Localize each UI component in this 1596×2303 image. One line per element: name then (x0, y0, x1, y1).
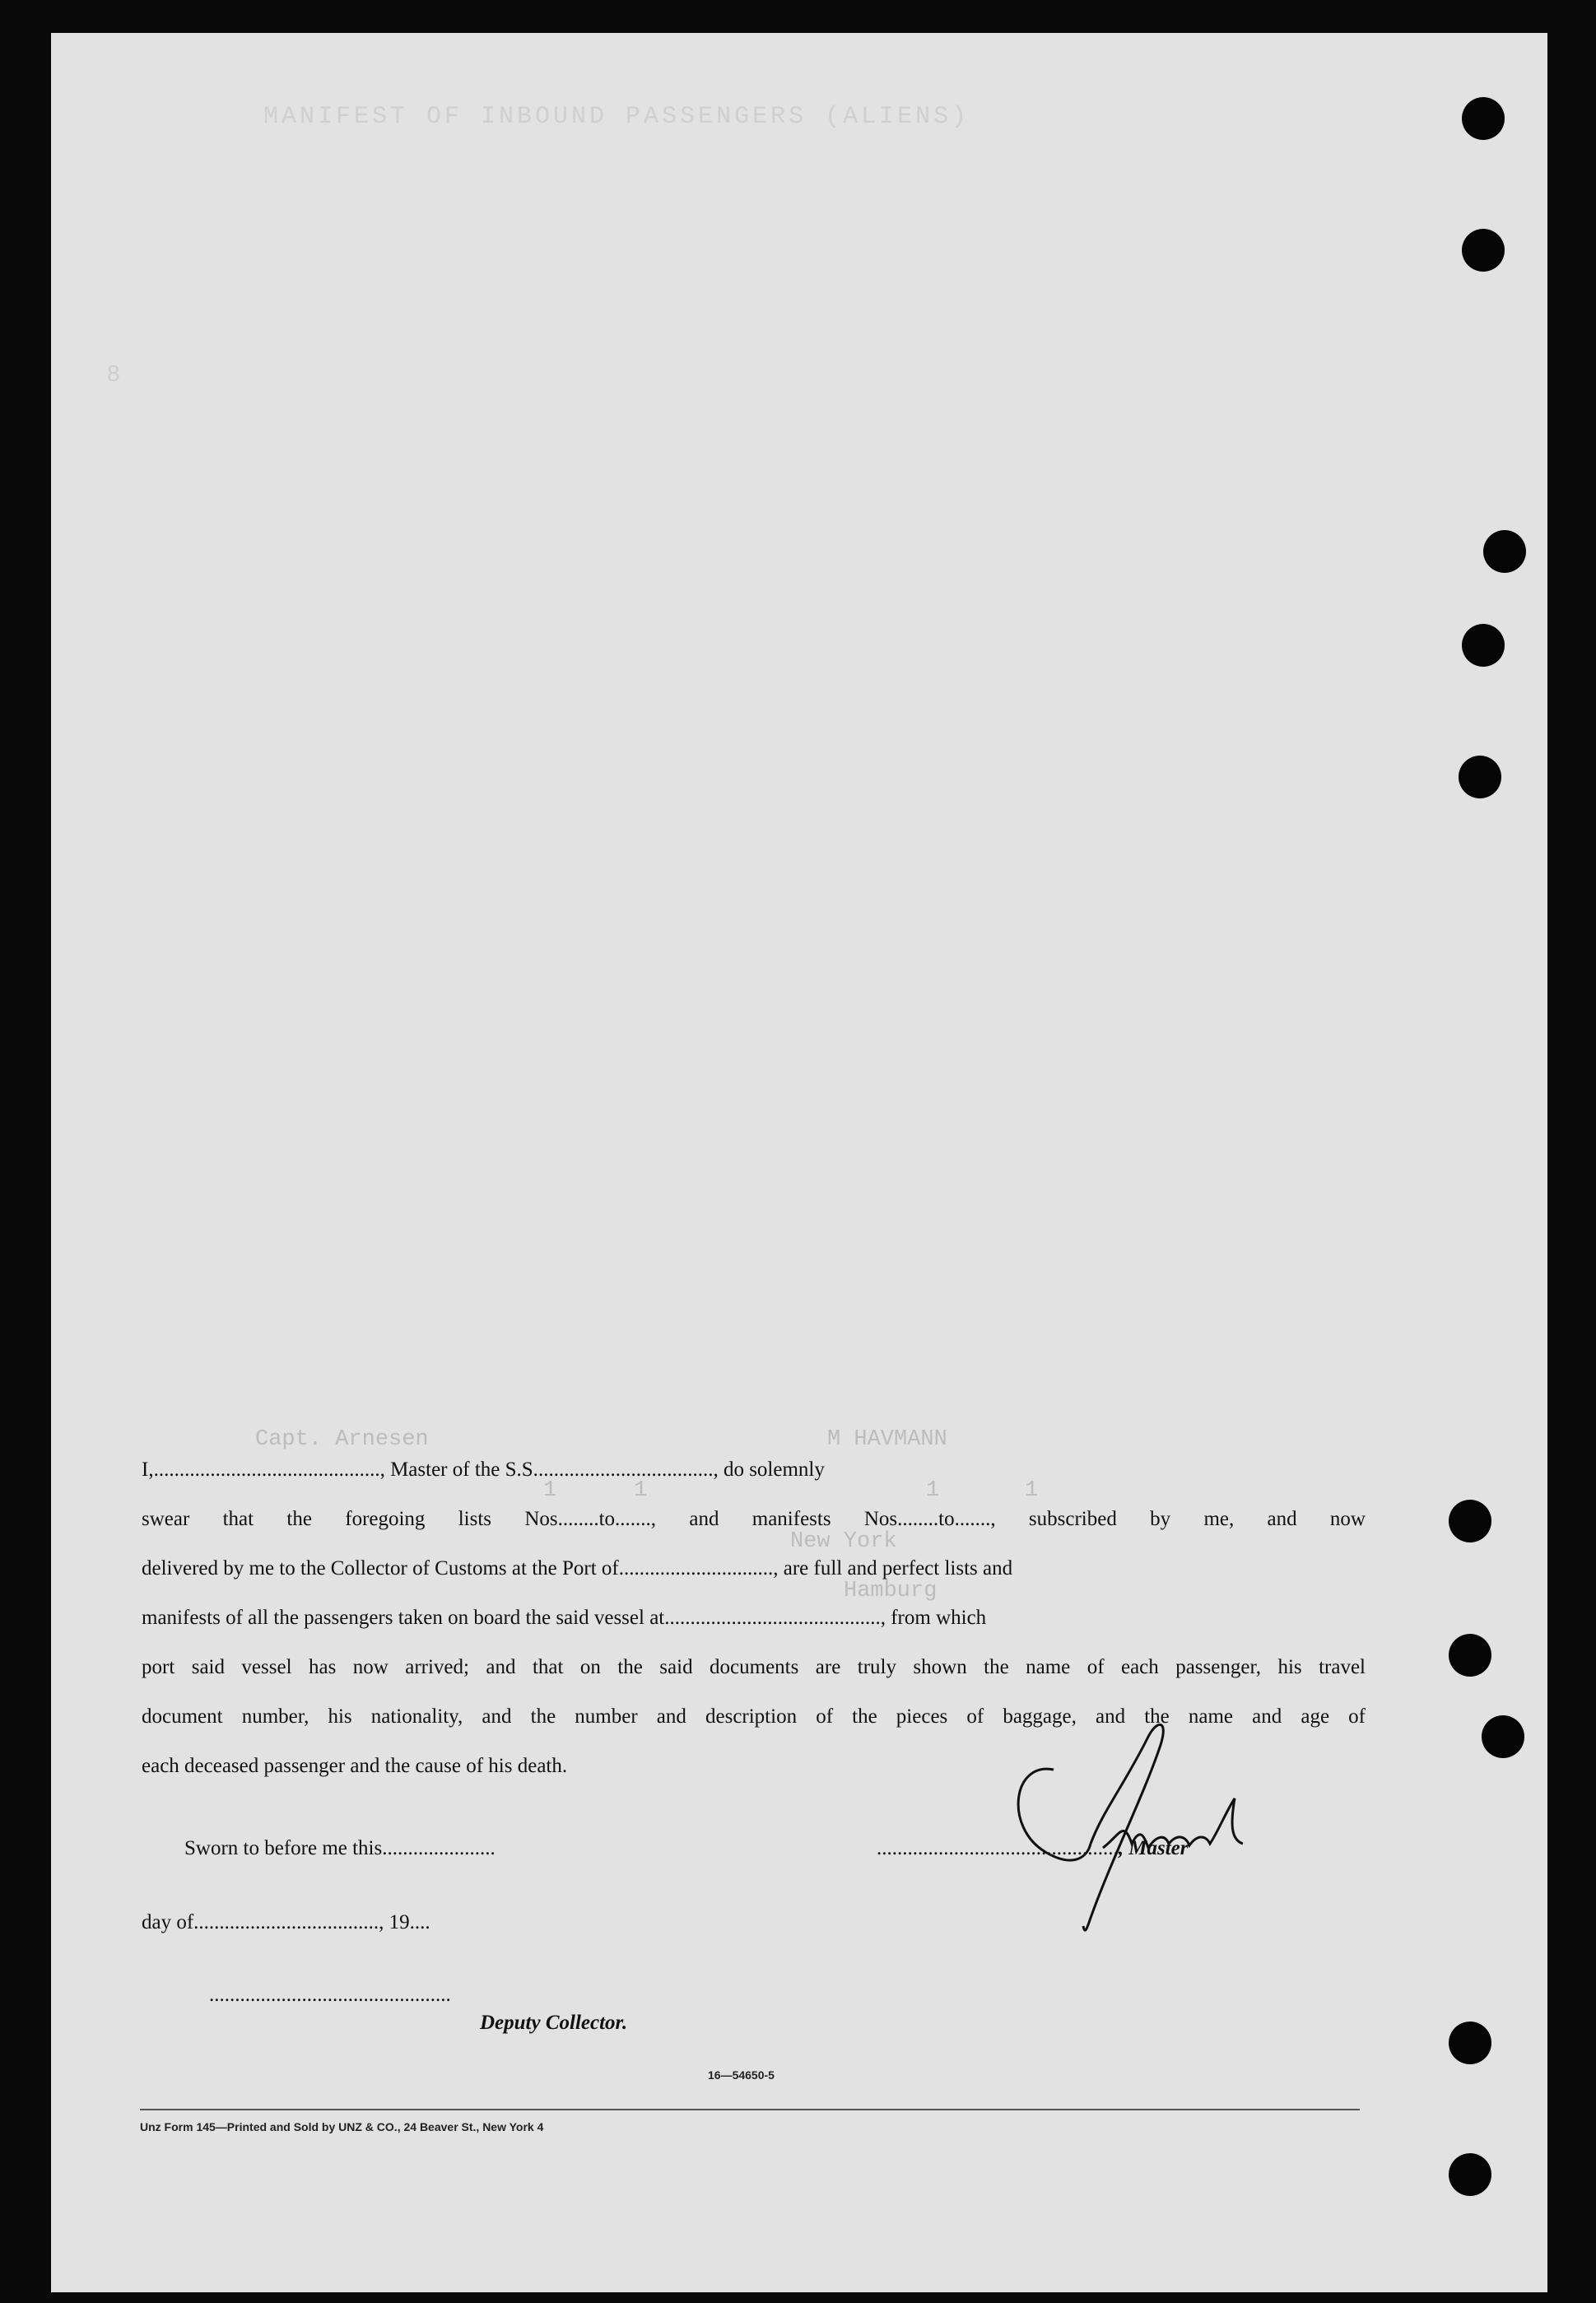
port-departure-blank: .......................................... (664, 1607, 881, 1629)
oath-line-2: swear that the foregoing lists Nos........to......., and manifests Nos........to......., subscribed by me, and now (142, 1508, 1366, 1530)
oath-line-3-start: delivered by me to the Collector of Customs at the Port of (142, 1557, 619, 1580)
vessel-name-blank: .................................. (537, 1459, 714, 1481)
signature-stroke (1103, 1798, 1243, 1848)
signature-stroke (1083, 1724, 1163, 1930)
oath-line-7: each deceased passenger and the cause of his death. (142, 1755, 568, 1777)
typed-manifest-from: 1 (926, 1478, 940, 1503)
punch-hole (1449, 2153, 1491, 2196)
oath-line-5: port said vessel has now arrived; and that on the said documents are truly shown the name of each passenger, his travel (142, 1656, 1366, 1678)
master-signature-blank: ............................................... (877, 1837, 1119, 1859)
bleed-through-numeral: 8 (107, 361, 120, 386)
master-label: , Master (1118, 1837, 1189, 1859)
sworn-date-blank: ...................... (382, 1837, 496, 1859)
punch-hole (1449, 2022, 1491, 2064)
punch-hole (1459, 756, 1501, 798)
typed-list-to: 1 (634, 1478, 648, 1503)
typed-manifest-to: 1 (1025, 1478, 1039, 1503)
oath-line-1-start: I, (142, 1459, 154, 1481)
punch-hole (1449, 1634, 1491, 1677)
typed-list-from: 1 (543, 1478, 557, 1503)
oath-line-1-end: , do solemnly (713, 1459, 825, 1481)
punch-hole (1462, 624, 1505, 667)
sworn-label: Sworn to before me this (184, 1837, 383, 1859)
sworn-line (184, 1837, 496, 1860)
punch-hole (1462, 97, 1505, 140)
year-blank: .... (409, 1911, 430, 1933)
oath-line-4-end: , from which (880, 1607, 987, 1629)
punch-hole (1449, 1500, 1491, 1542)
day-of-label: day of (142, 1911, 194, 1933)
port-arrival-blank: .............................. (618, 1557, 774, 1580)
master-signature (979, 1720, 1292, 1951)
oath-line-1-middle: , Master of the S.S. (379, 1459, 538, 1481)
oath-line-4-start: manifests of all the passengers taken on board the said vessel at (142, 1607, 665, 1629)
printer-imprint: Unz Form 145—Printed and Sold by UNZ & CO., 24 Beaver St., New York 4 (140, 2120, 544, 2133)
oath-line-4 (142, 1607, 1366, 1630)
oath-line-3 (142, 1557, 1366, 1580)
typed-port-arrival: New York (790, 1529, 897, 1554)
punch-hole (1482, 1715, 1524, 1758)
document-page (51, 33, 1547, 2292)
form-code: 16—54650-5 (708, 2068, 775, 2082)
year-label: , 19 (379, 1911, 410, 1933)
punch-hole (1462, 229, 1505, 272)
day-of-blank: .................................... (193, 1911, 379, 1933)
master-name-blank: ............................................ (153, 1459, 380, 1481)
oath-line-3-end: , are full and perfect lists and (773, 1557, 1013, 1580)
typed-master-name: Capt. Arnesen (255, 1427, 429, 1452)
bleed-through-header: MANIFEST OF INBOUND PASSENGERS (ALIENS) (263, 103, 970, 131)
oath-line-6: document number, his nationality, and the number and description of the pieces of baggage, and the name and age of (142, 1705, 1366, 1728)
punch-hole (1483, 530, 1526, 573)
signature-stroke (1018, 1769, 1091, 1860)
typed-vessel-name: M HAVMANN (827, 1427, 947, 1452)
deputy-collector-label: Deputy Collector. (480, 2012, 628, 2034)
footer-rule (140, 2109, 1360, 2110)
oath-line-1 (142, 1459, 1366, 1482)
day-of-line (142, 1911, 430, 1934)
typed-port-departure: Hamburg (844, 1579, 938, 1603)
deputy-signature-blank: ............................................... (209, 1984, 451, 2006)
